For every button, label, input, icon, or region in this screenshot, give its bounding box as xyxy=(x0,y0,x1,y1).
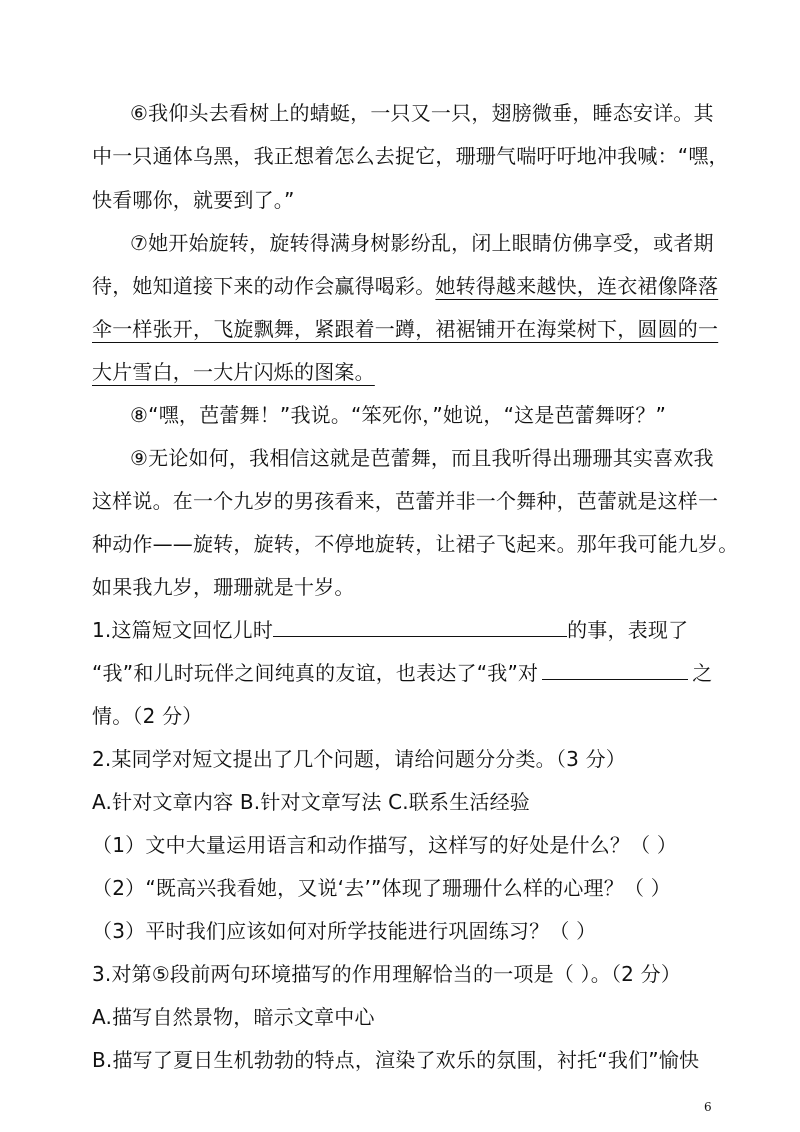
question-1-prefix: 1.这篇短文回忆儿时 xyxy=(92,618,274,642)
question-2-title: 2.某同学对短文提出了几个问题，请给问题分分类。（3 分） xyxy=(92,747,626,771)
question-3-title: 3.对第⑤段前两句环境描写的作用理解恰当的一项是（ ）。（2 分） xyxy=(92,962,682,986)
question-1-end: 之 xyxy=(692,661,713,685)
question-1-line-1 xyxy=(92,616,712,644)
paragraph-9-line-2: 这样说。在一个九岁的男孩看来，芭蕾并非一个舞种，芭蕾就是这样一 xyxy=(92,489,719,513)
paragraph-7-underlined-start: 她转得越来越快，连衣裙像降落 xyxy=(435,274,719,298)
paragraph-6-line-3: 快看哪你，就要到了。” xyxy=(92,188,295,212)
paragraph-9-line-4: 如果我九岁，珊珊就是十岁。 xyxy=(92,575,355,599)
paragraph-6-line-2: 中一只通体乌黑，我正想着怎么去捉它，珊珊气喘吁吁地冲我喊：“嘿， xyxy=(92,144,729,168)
question-1-answer-blank-2[interactable] xyxy=(542,659,688,680)
question-1-line-2 xyxy=(92,659,712,687)
paragraph-7-line-1: ⑦她开始旋转，旋转得满身树影纷乱，闭上眼睛仿佛享受，或者期 xyxy=(130,231,714,255)
question-3-option-b[interactable]: B.描写了夏日生机勃勃的特点，渲染了欢乐的氛围，衬托“我们”愉快 xyxy=(92,1048,700,1072)
paragraph-7-line-2-text: 待，她知道接下来的动作会赢得喝彩。 xyxy=(92,274,436,298)
page-number: 6 xyxy=(704,1100,712,1114)
paragraph-9-line-3: 种动作——旋转，旋转，不停地旋转，让裙子飞起来。那年我可能九岁。 xyxy=(92,532,739,556)
paragraph-7-underlined-line-4: 大片雪白，一大片闪烁的图案。 xyxy=(92,360,375,384)
paragraph-6-line-1: ⑥我仰头去看树上的蜻蜓，一只又一只，翅膀微垂，睡态安详。其 xyxy=(130,101,714,125)
paragraph-8-line: ⑧“嘿，芭蕾舞！”我说。“笨死你，”她说，“这是芭蕾舞呀？” xyxy=(130,403,667,427)
question-1-line-3: 情。（2 分） xyxy=(92,704,203,728)
question-1-answer-blank-1[interactable] xyxy=(273,616,567,637)
paragraph-9-line-1: ⑨无论如何，我相信这就是芭蕾舞，而且我听得出珊珊其实喜欢我 xyxy=(130,446,714,470)
question-2-item-3[interactable]: （3）平时我们应该如何对所学技能进行巩固练习？（ ） xyxy=(92,919,597,943)
paragraph-7-line-2 xyxy=(92,272,719,300)
question-3-option-a[interactable]: A.描写自然景物，暗示文章中心 xyxy=(92,1005,375,1029)
question-2-item-2[interactable]: （2）“既高兴我看她，又说‘去’”体现了珊珊什么样的心理？（ ） xyxy=(92,876,671,900)
question-1-middle: “我”和儿时玩伴之间纯真的友谊，也表达了“我”对 xyxy=(92,661,539,685)
paragraph-7-underlined-line-3: 伞一样张开，飞旋飘舞，紧跟着一蹲，裙裾铺开在海棠树下，圆圆的一 xyxy=(92,317,719,341)
question-1-suffix: 的事，表现了 xyxy=(567,618,689,642)
question-2-options: A.针对文章内容 B.针对文章写法 C.联系生活经验 xyxy=(92,790,531,814)
question-2-item-1[interactable]: （1）文中大量运用语言和动作描写，这样写的好处是什么？（ ） xyxy=(92,833,678,857)
